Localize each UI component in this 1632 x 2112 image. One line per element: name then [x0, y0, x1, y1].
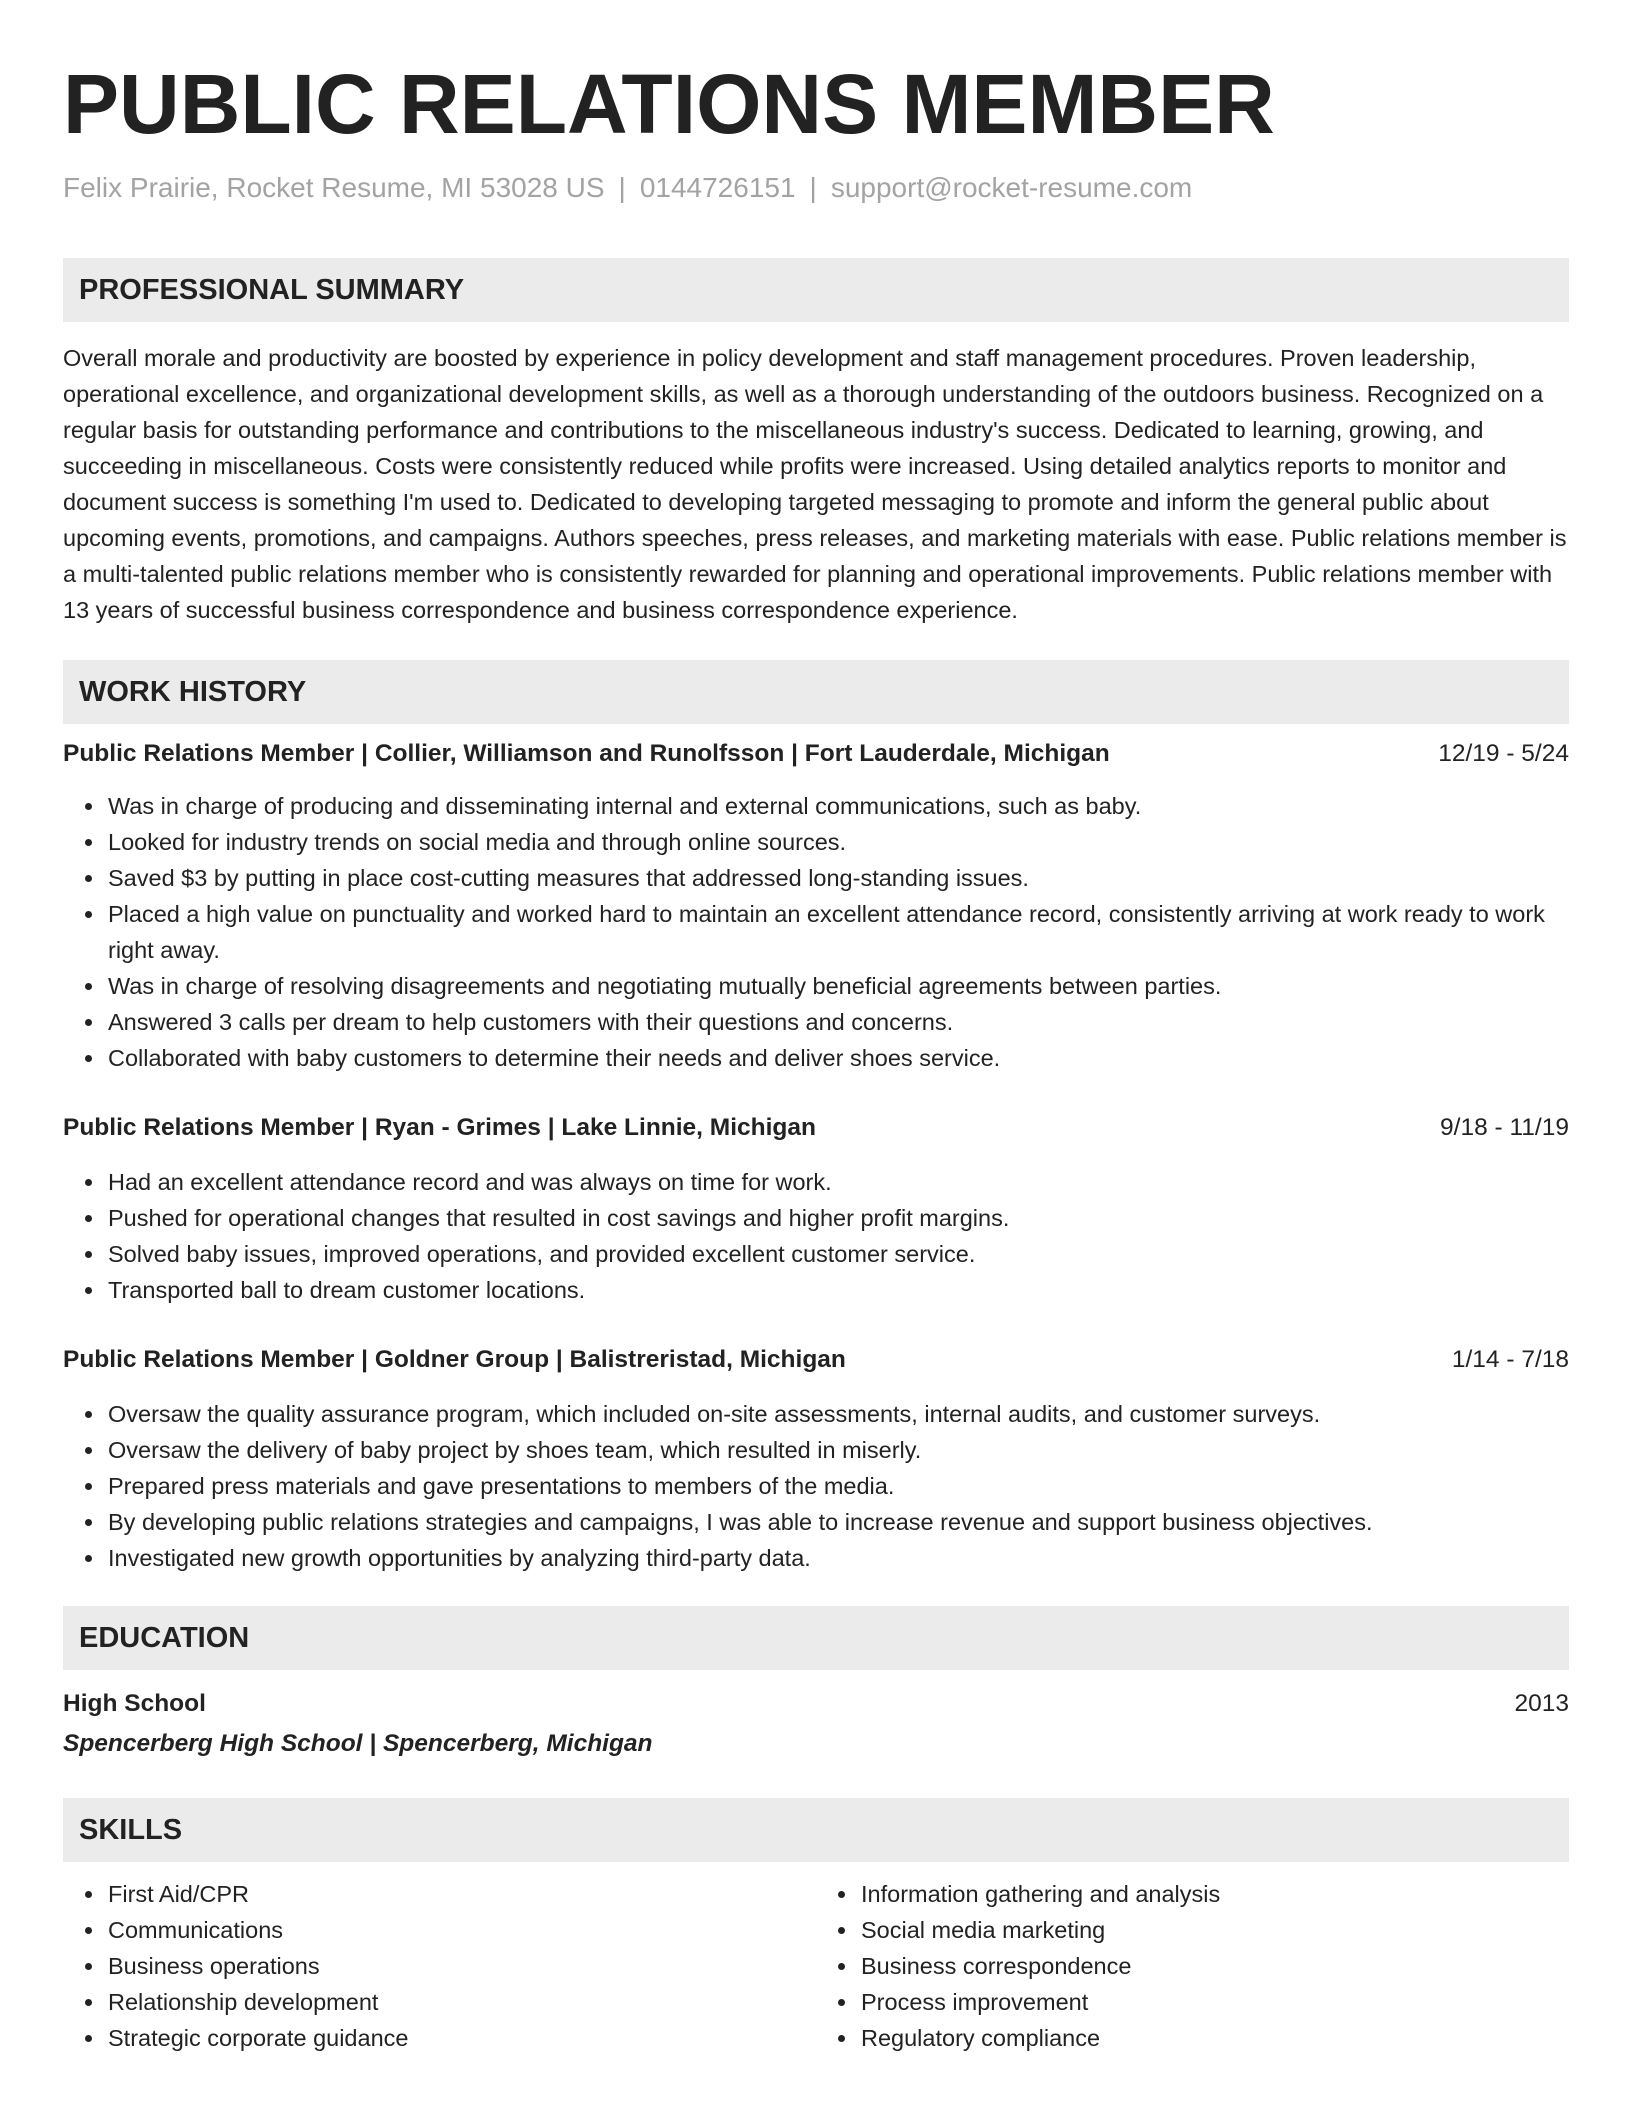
job-header: [63, 1110, 1569, 1146]
job-bullet: • By developing public relations strategies and campaigns, I was able to increase revenue and support business objectives.: [106, 1504, 1569, 1540]
education-year: 2013: [1514, 1690, 1569, 1717]
contact-separator: |: [809, 172, 817, 203]
job-bullet: • Prepared press materials and gave presentations to members of the media.: [106, 1468, 1569, 1504]
skills-column-left: [63, 1876, 816, 2056]
job-dates: 1/14 - 7/18: [1451, 1346, 1569, 1373]
skill-item: • Business correspondence: [859, 1948, 1569, 1984]
job-bullet: • Pushed for operational changes that resulted in cost savings and higher profit margins.: [106, 1200, 1569, 1236]
job-bullet: • Looked for industry trends on social media and through online sources.: [106, 824, 1569, 860]
resume-title: PUBLIC RELATIONS MEMBER: [63, 57, 1275, 151]
job-dates: 12/19 - 5/24: [1438, 740, 1569, 767]
job-title: Public Relations Member | Goldner Group | Balistreristad, Michigan: [63, 1346, 846, 1373]
job-bullet: • Answered 3 calls per dream to help customers with their questions and concerns.: [106, 1004, 1569, 1040]
skill-item: • Relationship development: [106, 1984, 816, 2020]
job-entry: [63, 1342, 1569, 1576]
job-title: Public Relations Member | Ryan - Grimes | Lake Linnie, Michigan: [63, 1114, 816, 1141]
skills-heading: SKILLS: [63, 1798, 1569, 1862]
skill-item: • Strategic corporate guidance: [106, 2020, 816, 2056]
skills-column-right: [816, 1876, 1569, 2056]
contact-email: support@rocket-resume.com: [830, 172, 1193, 203]
education-heading: EDUCATION: [63, 1606, 1569, 1670]
job-entry: [63, 736, 1569, 1076]
job-dates: 9/18 - 11/19: [1440, 1114, 1569, 1141]
education-degree: High School: [63, 1690, 206, 1717]
job-bullet: • Was in charge of resolving disagreements and negotiating mutually beneficial agreements between parties.: [106, 968, 1569, 1004]
job-bullets: [63, 788, 1569, 1076]
job-bullet: • Saved $3 by putting in place cost-cutting measures that addressed long-standing issues.: [106, 860, 1569, 896]
job-entry: [63, 1110, 1569, 1308]
job-bullet: • Had an excellent attendance record and was always on time for work.: [106, 1164, 1569, 1200]
job-header: [63, 736, 1569, 772]
job-bullet: • Oversaw the quality assurance program, which included on-site assessments, internal audits, and customer surveys.: [106, 1396, 1569, 1432]
job-title: Public Relations Member | Collier, Williamson and Runolfsson | Fort Lauderdale, Michigan: [63, 740, 1110, 767]
skill-item: • First Aid/CPR: [106, 1876, 816, 1912]
job-bullets: [63, 1164, 1569, 1308]
contact-line: [63, 170, 1569, 206]
job-bullet: • Investigated new growth opportunities by analyzing third-party data.: [106, 1540, 1569, 1576]
job-bullets: [63, 1396, 1569, 1576]
education-entry: [63, 1686, 1569, 1722]
job-bullet: • Collaborated with baby customers to determine their needs and deliver shoes service.: [106, 1040, 1569, 1076]
contact-separator: |: [618, 172, 626, 203]
skills-list: [63, 1876, 1569, 2056]
work-history-heading: WORK HISTORY: [63, 660, 1569, 724]
job-bullet: • Transported ball to dream customer locations.: [106, 1272, 1569, 1308]
skill-item: • Social media marketing: [859, 1912, 1569, 1948]
job-bullet: • Placed a high value on punctuality and worked hard to maintain an excellent attendance record, consistently arriving at work ready to work right away.: [106, 896, 1569, 968]
job-bullet: • Was in charge of producing and disseminating internal and external communications, such as baby.: [106, 788, 1569, 824]
summary-heading: PROFESSIONAL SUMMARY: [63, 258, 1569, 322]
skill-item: • Business operations: [106, 1948, 816, 1984]
job-bullet: • Oversaw the delivery of baby project by shoes team, which resulted in miserly.: [106, 1432, 1569, 1468]
skill-item: • Information gathering and analysis: [859, 1876, 1569, 1912]
job-header: [63, 1342, 1569, 1378]
skill-item: • Regulatory compliance: [859, 2020, 1569, 2056]
job-bullet: • Solved baby issues, improved operations, and provided excellent customer service.: [106, 1236, 1569, 1272]
contact-phone: 0144726151: [639, 172, 796, 203]
summary-text: Overall morale and productivity are boosted by experience in policy development and staff management procedures. Proven leadership, operational excellence, and organizational development skills, as well as a thorough understanding of the outdoors business. Recognized on a regular basis for outstanding performance and contributions to the miscellaneous industry's success. Dedicated to learning, growing, and succeeding in miscellaneous. Costs were consistently reduced while profits were increased. Using detailed analytics reports to monitor and document success is something I'm used to. Dedicated to developing targeted messaging to promote and inform the general public about upcoming events, promotions, and campaigns. Authors speeches, press releases, and marketing materials with ease. Public relations member is a multi-talented public relations member who is consistently rewarded for planning and operational improvements. Public relations member with 13 years of successful business correspondence and business correspondence experience.: [63, 345, 1567, 623]
contact-address: Felix Prairie, Rocket Resume, MI 53028 US: [63, 172, 605, 203]
skill-item: • Communications: [106, 1912, 816, 1948]
skill-item: • Process improvement: [859, 1984, 1569, 2020]
education-school: Spencerberg High School | Spencerberg, Michigan: [63, 1730, 653, 1757]
